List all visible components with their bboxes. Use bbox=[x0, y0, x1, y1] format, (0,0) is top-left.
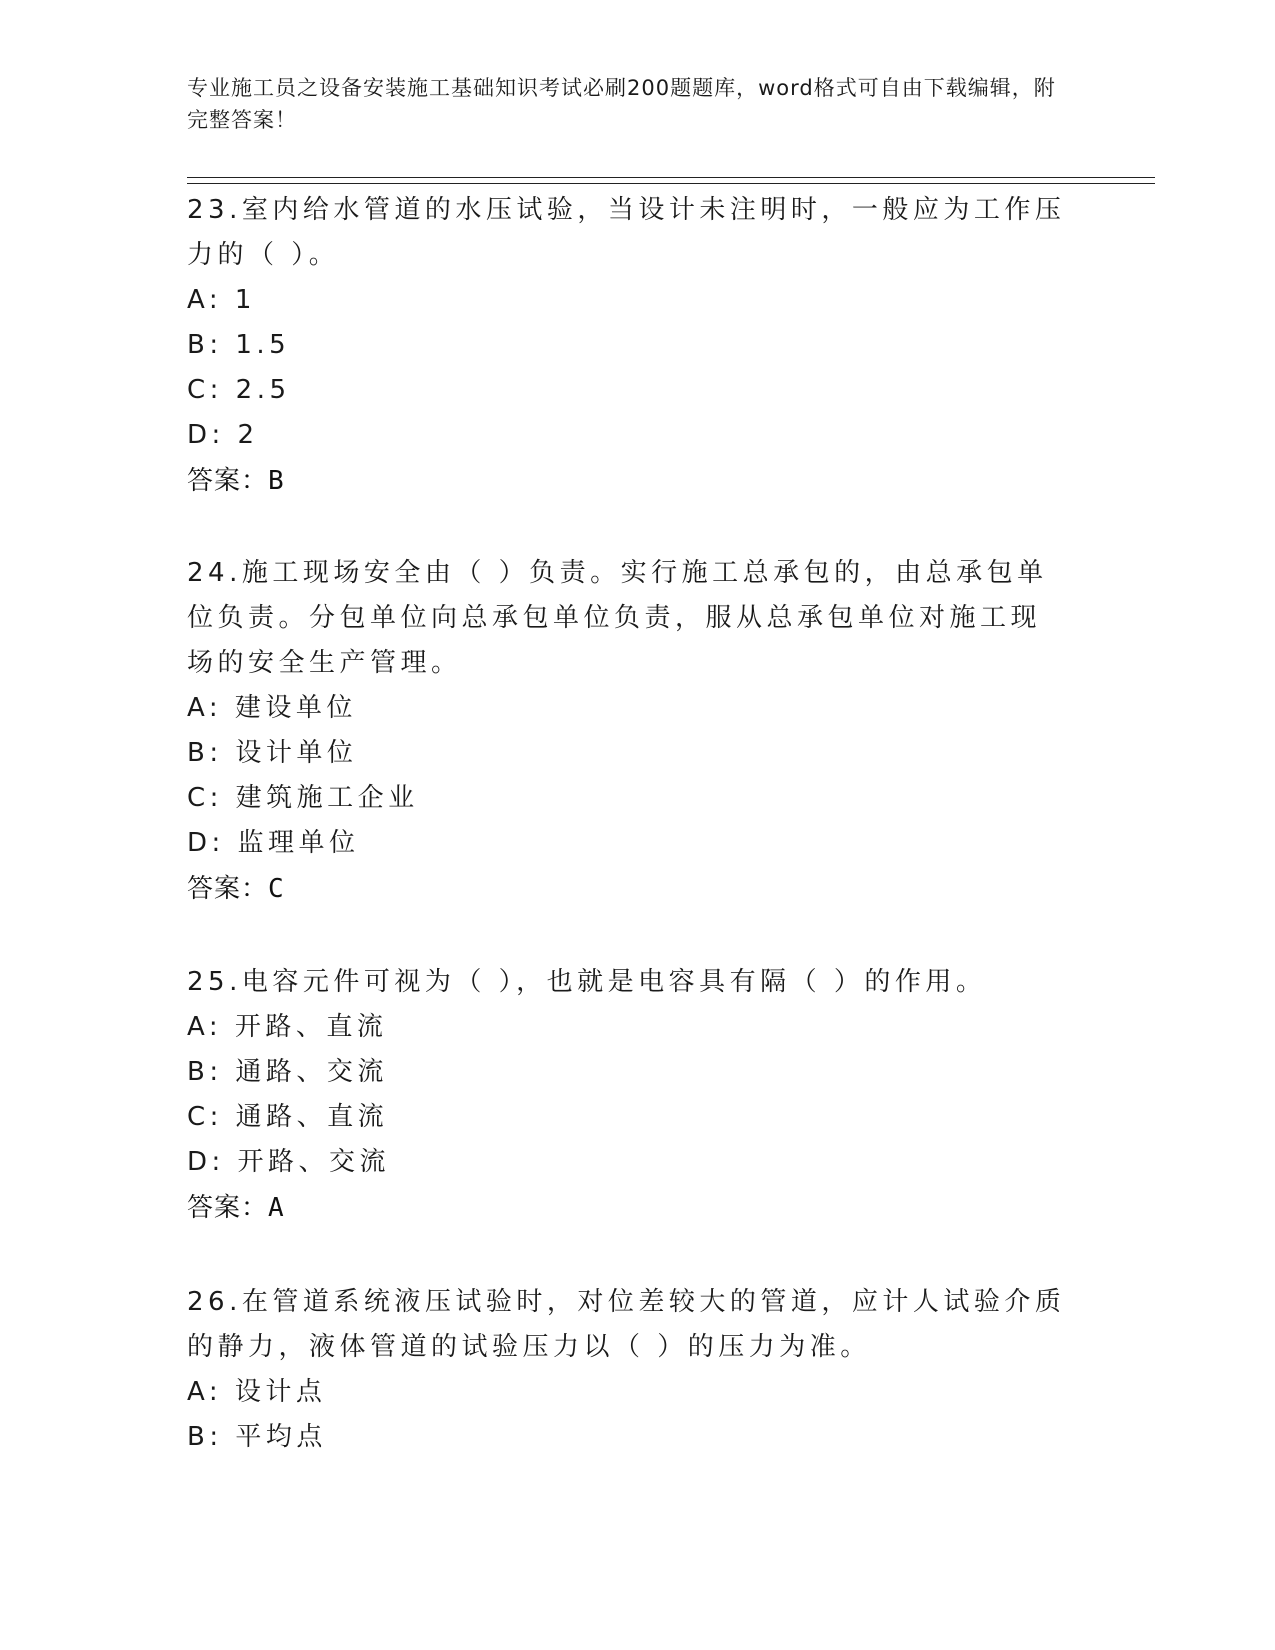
question-23 bbox=[187, 188, 1067, 504]
question-stem: 23.室内给水管道的水压试验，当设计未注明时，一般应为工作压力的（ ）。 bbox=[187, 195, 1066, 270]
document-header: 专业施工员之设备安装施工基础知识考试必刷200题题库，word格式可自由下载编辑，附完整答案！ bbox=[187, 76, 1056, 132]
question-26 bbox=[187, 1280, 1067, 1460]
option-d: D: 监理单位 bbox=[187, 828, 360, 858]
option-b: B: 平均点 bbox=[187, 1422, 327, 1452]
option-a: A: 设计点 bbox=[187, 1377, 327, 1407]
answer-line bbox=[187, 458, 1067, 504]
option-d: D: 2 bbox=[187, 420, 259, 450]
question-25 bbox=[187, 960, 1067, 1231]
option-c: C: 建筑施工企业 bbox=[187, 783, 419, 813]
option-a: A: 1 bbox=[187, 285, 256, 315]
answer-label: 答案： bbox=[187, 466, 269, 496]
option-d: D: 开路、交流 bbox=[187, 1147, 391, 1177]
question-stem: 24.施工现场安全由（ ）负责。实行施工总承包的，由总承包单位负责。分包单位向总承包单位负责，服从总承包单位对施工现场的安全生产管理。 bbox=[187, 558, 1048, 678]
question-stem: 26.在管道系统液压试验时，对位差较大的管道，应计人试验介质的静力，液体管道的试验压力以（ ）的压力为准。 bbox=[187, 1287, 1066, 1362]
option-b: B: 1.5 bbox=[187, 330, 291, 360]
answer-value: A bbox=[268, 1193, 284, 1223]
question-24 bbox=[187, 551, 1067, 912]
answer-value: B bbox=[268, 466, 284, 496]
header-divider-top bbox=[187, 177, 1155, 178]
answer-line bbox=[187, 866, 1067, 912]
option-b: B: 通路、交流 bbox=[187, 1057, 388, 1087]
option-a: A: 建设单位 bbox=[187, 693, 357, 723]
option-a: A: 开路、直流 bbox=[187, 1012, 388, 1042]
option-b: B: 设计单位 bbox=[187, 738, 358, 768]
answer-label: 答案： bbox=[187, 874, 269, 904]
option-c: C: 通路、直流 bbox=[187, 1102, 389, 1132]
header-divider-bottom bbox=[187, 183, 1155, 184]
option-c: C: 2.5 bbox=[187, 375, 291, 405]
question-stem: 25.电容元件可视为（ ），也就是电容具有隔（ ）的作用。 bbox=[187, 967, 987, 997]
answer-value: C bbox=[268, 874, 284, 904]
answer-label: 答案： bbox=[187, 1193, 269, 1223]
answer-line bbox=[187, 1185, 1067, 1231]
